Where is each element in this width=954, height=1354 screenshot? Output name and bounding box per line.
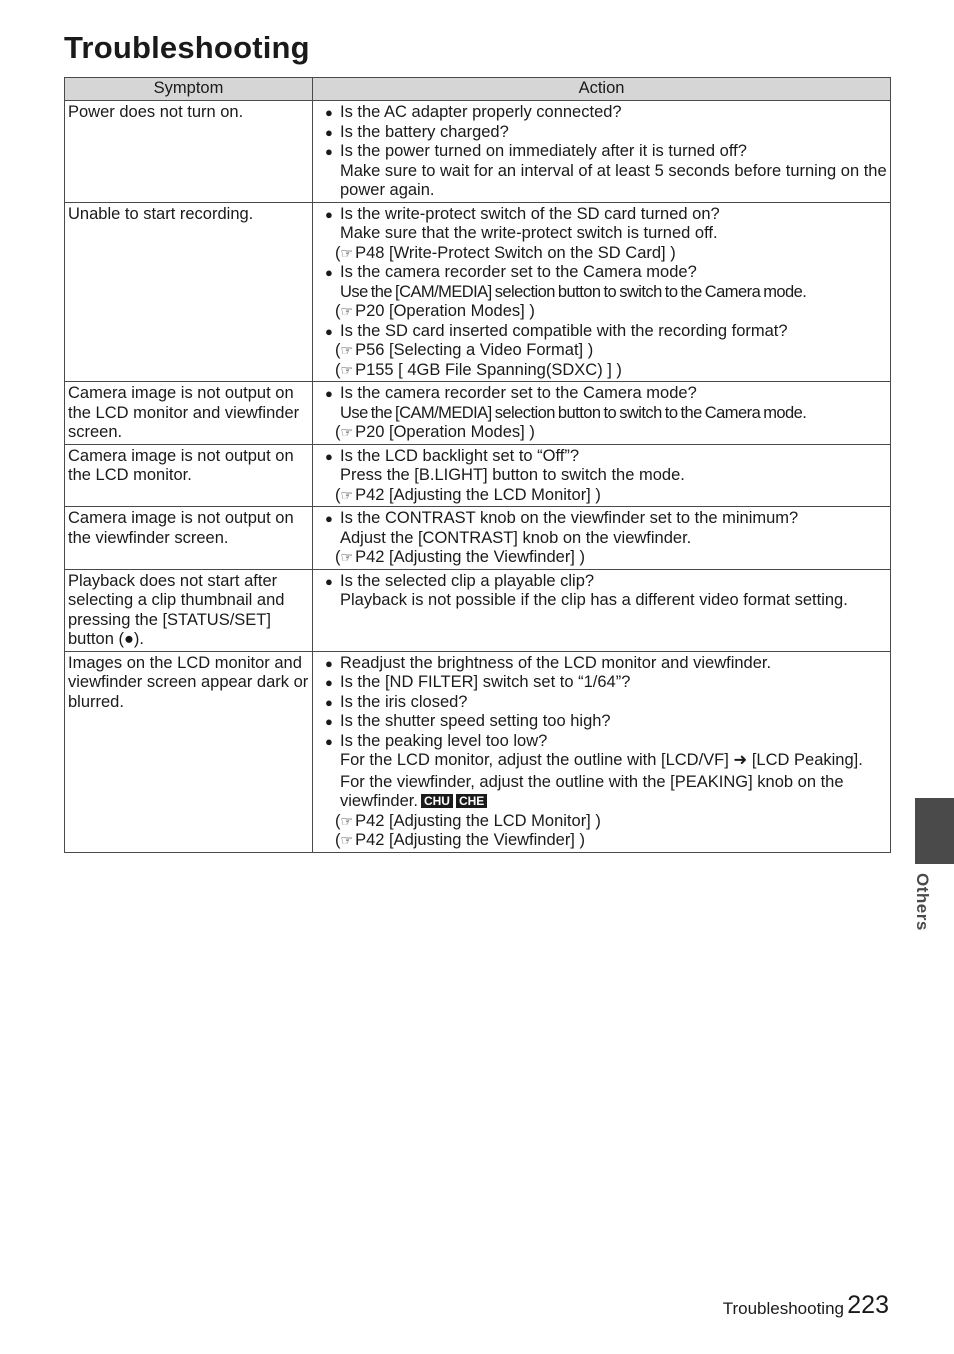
action-question-text: Is the [ND FILTER] switch set to “1/64”? bbox=[340, 673, 631, 691]
action-cell bbox=[313, 101, 891, 203]
action-question-text: Is the SD card inserted compatible with the recording format? bbox=[340, 321, 788, 340]
reference-open-paren: ( bbox=[335, 360, 341, 379]
page-reference bbox=[316, 361, 887, 381]
page-reference bbox=[316, 341, 887, 361]
action-answer: Make sure that the write-protect switch is turned off. bbox=[340, 224, 718, 242]
action-question-text: Is the AC adapter properly connected? bbox=[340, 103, 622, 121]
action-question-text: Is the selected clip a playable clip? bbox=[340, 571, 595, 590]
footer-section-name: Troubleshooting bbox=[722, 1299, 844, 1318]
action-question-text: Is the shutter speed setting too high? bbox=[340, 712, 611, 730]
action-cell bbox=[313, 569, 891, 651]
action-question-text: Is the camera recorder set to the Camera mode? bbox=[340, 263, 697, 281]
action-question bbox=[316, 509, 887, 529]
action-question bbox=[316, 673, 887, 693]
symptom-cell: Camera image is not output on the viewfinder screen. bbox=[65, 507, 313, 570]
reference-open-paren: ( bbox=[335, 811, 341, 830]
page-reference bbox=[316, 812, 887, 832]
action-answer bbox=[316, 773, 887, 812]
reference-open-paren: ( bbox=[335, 423, 341, 441]
pointing-hand-icon: ☞ bbox=[340, 549, 354, 565]
action-question-text: Is the iris closed? bbox=[340, 692, 468, 711]
reference-link-text[interactable]: P42 [Adjusting the LCD Monitor] ) bbox=[355, 811, 601, 830]
action-question bbox=[316, 712, 887, 732]
troubleshooting-table bbox=[64, 77, 891, 853]
model-badge-chu: CHU bbox=[421, 794, 453, 808]
table-row bbox=[65, 202, 891, 382]
action-question-text: Is the battery charged? bbox=[340, 122, 509, 141]
action-cell bbox=[313, 507, 891, 570]
table-row bbox=[65, 444, 891, 507]
action-question bbox=[316, 103, 887, 123]
table-header-row bbox=[65, 78, 891, 101]
page-reference bbox=[316, 423, 887, 443]
reference-open-paren: ( bbox=[335, 341, 341, 359]
page-reference bbox=[316, 302, 887, 322]
action-question-text: Is the camera recorder set to the Camera mode? bbox=[340, 384, 697, 402]
pointing-hand-icon: ☞ bbox=[340, 244, 354, 261]
symptom-cell: Unable to start recording. bbox=[65, 202, 313, 382]
reference-link-text[interactable]: P42 [Adjusting the Viewfinder] ) bbox=[355, 831, 585, 849]
reference-link-text[interactable]: P56 [Selecting a Video Format] ) bbox=[355, 341, 594, 359]
symptom-cell: Images on the LCD monitor and viewfinder screen appear dark or blurred. bbox=[65, 651, 313, 852]
bullet-dot: ● bbox=[325, 206, 333, 222]
reference-link-text[interactable]: P42 [Adjusting the Viewfinder] ) bbox=[355, 548, 585, 566]
action-cell bbox=[313, 651, 891, 852]
bullet-dot: ● bbox=[325, 105, 333, 120]
symptom-column-header: Symptom bbox=[65, 78, 313, 101]
pointing-hand-icon: ☞ bbox=[340, 832, 354, 848]
page-reference bbox=[316, 486, 887, 506]
bullet-dot: ● bbox=[325, 714, 333, 729]
pointing-hand-icon: ☞ bbox=[340, 812, 354, 829]
page-reference bbox=[316, 244, 887, 264]
action-question-text: Is the CONTRAST knob on the viewfinder set to the minimum? bbox=[340, 509, 799, 527]
action-question bbox=[316, 384, 887, 404]
action-question bbox=[316, 693, 887, 713]
table-row bbox=[65, 382, 891, 445]
action-cell bbox=[313, 202, 891, 382]
action-question bbox=[316, 263, 887, 283]
action-answer: Playback is not possible if the clip has a different video format setting. bbox=[340, 591, 848, 609]
action-column-header: Action bbox=[313, 78, 891, 101]
bullet-dot: ● bbox=[325, 144, 333, 159]
action-question bbox=[316, 447, 887, 467]
reference-open-paren: ( bbox=[335, 302, 341, 320]
pointing-hand-icon: ☞ bbox=[340, 424, 354, 440]
reference-link-text[interactable]: P20 [Operation Modes] ) bbox=[355, 302, 535, 320]
action-cell bbox=[313, 444, 891, 507]
pointing-hand-icon: ☞ bbox=[340, 303, 354, 319]
reference-link-text[interactable]: P42 [Adjusting the LCD Monitor] ) bbox=[355, 485, 601, 504]
action-question-text: Is the write-protect switch of the SD card turned on? bbox=[340, 204, 720, 223]
reference-link-text[interactable]: P48 [Write-Protect Switch on the SD Card] ) bbox=[355, 243, 676, 262]
bullet-dot: ● bbox=[325, 323, 333, 339]
bullet-dot: ● bbox=[325, 386, 333, 401]
action-cell bbox=[313, 382, 891, 445]
table-row bbox=[65, 569, 891, 651]
action-question bbox=[316, 123, 887, 143]
reference-open-paren: ( bbox=[335, 485, 341, 504]
bullet-dot: ● bbox=[325, 573, 333, 589]
bullet-dot: ● bbox=[325, 124, 333, 140]
reference-link-text[interactable]: P155 [ 4GB File Spanning(SDXC) ] ) bbox=[355, 360, 622, 379]
page-reference bbox=[316, 548, 887, 568]
action-question bbox=[316, 205, 887, 225]
action-question bbox=[316, 732, 887, 752]
page-reference bbox=[316, 831, 887, 851]
action-answer-text: For the viewfinder, adjust the outline with the [PEAKING] knob on the viewfinder. bbox=[340, 772, 844, 810]
bullet-dot: ● bbox=[325, 448, 333, 464]
action-question-text: Is the LCD backlight set to “Off”? bbox=[340, 446, 580, 465]
action-answer: Press the [B.LIGHT] button to switch the mode. bbox=[340, 466, 685, 484]
bullet-dot: ● bbox=[325, 694, 333, 710]
table-row bbox=[65, 507, 891, 570]
reference-open-paren: ( bbox=[335, 831, 341, 849]
action-answer: Use the [CAM/MEDIA] selection button to switch to the Camera mode. bbox=[340, 403, 807, 422]
action-question bbox=[316, 142, 887, 162]
action-question bbox=[316, 322, 887, 342]
action-answer: Make sure to wait for an interval of at least 5 seconds before turning on the power again. bbox=[340, 161, 887, 199]
action-question bbox=[316, 572, 887, 592]
table-row bbox=[65, 651, 891, 852]
page-title: Troubleshooting bbox=[64, 30, 310, 65]
bullet-dot: ● bbox=[325, 511, 333, 526]
bullet-dot: ● bbox=[325, 265, 333, 280]
pointing-hand-icon: ☞ bbox=[340, 486, 354, 503]
action-question bbox=[316, 654, 887, 674]
bullet-dot: ● bbox=[325, 655, 333, 671]
reference-open-paren: ( bbox=[335, 243, 341, 262]
symptom-cell: Camera image is not output on the LCD monitor and viewfinder screen. bbox=[65, 382, 313, 445]
pointing-hand-icon: ☞ bbox=[340, 342, 354, 358]
side-tab-label: Others bbox=[913, 873, 932, 931]
action-question-text: Is the power turned on immediately after it is turned off? bbox=[340, 142, 747, 160]
symptom-cell: Playback does not start after selecting a clip thumbnail and pressing the [STATUS/SET] button (●). bbox=[65, 569, 313, 651]
reference-open-paren: ( bbox=[335, 548, 341, 566]
side-tab-marker bbox=[915, 798, 954, 864]
action-answer: Adjust the [CONTRAST] knob on the viewfinder. bbox=[340, 528, 692, 547]
pointing-hand-icon: ☞ bbox=[340, 361, 354, 378]
bullet-dot: ● bbox=[325, 675, 333, 690]
action-answer: Use the [CAM/MEDIA] selection button to switch to the Camera mode. bbox=[340, 282, 807, 301]
page-number: 223 bbox=[847, 1291, 889, 1319]
reference-link-text[interactable]: P20 [Operation Modes] ) bbox=[355, 423, 535, 441]
symptom-cell: Power does not turn on. bbox=[65, 101, 313, 203]
action-question-text: Is the peaking level too low? bbox=[340, 731, 548, 750]
model-badge-che: CHE bbox=[456, 794, 487, 808]
table-row bbox=[65, 101, 891, 203]
action-answer: For the LCD monitor, adjust the outline with [LCD/VF] ➜ [LCD Peaking]. bbox=[340, 751, 863, 769]
symptom-cell: Camera image is not output on the LCD monitor. bbox=[65, 444, 313, 507]
action-question-text: Readjust the brightness of the LCD monitor and viewfinder. bbox=[340, 653, 772, 672]
bullet-dot: ● bbox=[325, 733, 333, 749]
